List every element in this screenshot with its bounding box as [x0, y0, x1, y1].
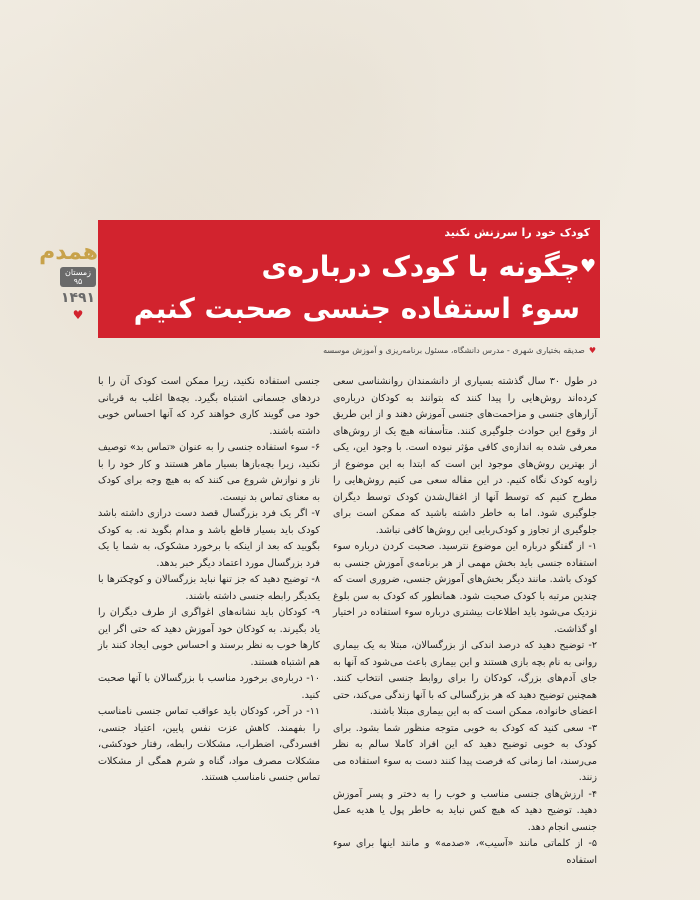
heart-icon: ♥	[580, 256, 597, 277]
issue-season: زمستان ۹۵	[60, 267, 96, 287]
author-byline-text: صدیقه بختیاری شهری - مدرس دانشگاه، مسئول برنامه‌ریزی و آموزش موسسه	[323, 346, 585, 355]
article-column-left	[98, 374, 320, 787]
article-column-right	[333, 374, 597, 869]
heart-icon: ♥	[72, 308, 84, 322]
article-title-line-2: سوء استفاده جنسی صحبت کنیم	[133, 292, 580, 325]
paragraph: ۱۱- در آخر، کودکان باید عواقب تماس جنسی نامناسب را بفهمند. کاهش عزت نفس پایین، اعتیاد جنسی، افسردگی، اضطراب، مشکلات رابطه، رفتار خودکشی، مشکلات مصرف مواد، گناه و شرم همگی از مشکلات تماس جنسی نامناسب هستند.	[98, 706, 320, 783]
paragraph: ۳- سعی کنید که کودک به خوبی متوجه منظور شما بشود. برای کودک به خوبی توضیح دهید که این افراد کاملا سالم به نظر می‌رسند، اما زمانی که فرصت پیدا کنند دست به سوء استفاده می زنند.	[333, 722, 597, 783]
paragraph: ۶- سوء استفاده جنسی را به عنوان «تماس بد» توصیف نکنید، زیرا بچه‌بازها بسیار ماهر هستند و کار خود را با ناز و نوازش شروع می کنند که به هیچ وجه برای کودک به معنای تماس بد نیست.	[98, 442, 320, 503]
author-byline	[96, 346, 596, 355]
paragraph: ۴- ارزش‌های جنسی مناسب و خوب را به دختر و پسر آموزش دهید. توضیح دهید که هیچ کس نباید به خاطر پول یا هدیه عمل جنسی انجام دهد.	[333, 788, 597, 833]
paragraph: ۱- از گفتگو درباره این موضوع نترسید. صحبت کردن درباره سوء استفاده جنسی باید بخش مهمی از هر برنامه‌ی آموزش جنسی به کودک باشد. مانند دیگر بخش‌های آموزش جنسی، ضروری است که چندین مرتبه با کودک صحبت شود. همانطور که کودک به سن بلوغ نزدیک می‌شود باید اطلاعات بیشتری درباره سوء استفاده در اختیار او گذاشت.	[333, 541, 597, 635]
paragraph: ۱۰- درباره‌ی برخورد مناسب با بزرگسالان با آنها صحبت کنید.	[98, 673, 320, 701]
article-kicker: کودک خود را سرزنش نکنید	[444, 226, 590, 239]
paragraph: ۷- اگر یک فرد بزرگسال قصد دست درازی داشته باشد کودک باید بسیار قاطع باشد و مدام بگوید نه. به کودک بگویید که بعد از اینکه با برخورد مشکوک، به شما یا یک فرد بزرگسال مورد اعتماد دیگر خبر بدهد.	[98, 508, 320, 569]
paragraph: ۹- کودکان باید نشانه‌های اغواگری از طرف دیگران را یاد بگیرند. به کودکان خود آموزش دهید که حتی اگر این کارها خوب به نظر برسند و احساس خوبی ایجاد کنند باز هم اشتباه هستند.	[98, 607, 320, 668]
magazine-mark	[39, 240, 98, 332]
magazine-logo: همدم	[39, 240, 98, 265]
paragraph: ۵- از کلماتی مانند «آسیب»، «صدمه» و مانند اینها برای سوء استفاده	[333, 838, 597, 866]
paragraph: جنسی استفاده نکنید، زیرا ممکن است کودک آن را با دردهای جسمانی اشتباه بگیرد. بچه‌ها اغلب به قربانی خود می گویند کاری خواهند کرد که آنها احساس خوبی داشته باشند.	[98, 376, 320, 437]
paragraph: ۸- توضیح دهید که جز تنها نباید بزرگسالان و کوچکترها با یکدیگر رابطه جنسی داشته باشند.	[98, 574, 320, 602]
paragraph: در طول ۳۰ سال گذشته بسیاری از دانشمندان روانشناسی سعی کرده‌اند روش‌هایی را پیدا کنند که بتوانند به کودکان درباره‌ی آزارهای جنسی و مزاحمت‌های جنسی آموزش دهند و از این طریق از وقوع این حوادث جلوگیری کنند. متأسفانه هیچ یک از روش‌های معرفی شده به اندازه‌ی کافی مؤثر نبوده است. با وجود این، یکی از بهترین روش‌های موجود این است که ابتدا به این موضوع از زاویه کودک نگاه کنیم. در این مقاله سعی می کنیم روش‌هایی را مطرح کنیم که توسط آنها از اغفال‌شدن کودک توسط دیگران جلوگیری شود. اما به خاطر داشته باشید که ممکن است برای جلوگیری از تجاوز و کودک‌ربایی این روش‌ها کافی نباشد.	[333, 376, 597, 536]
article-title-line-1: چگونه با کودک درباره‌ی	[261, 250, 580, 283]
issue-number: ۱۴۹۱	[60, 290, 96, 306]
heart-icon: ♥	[588, 346, 596, 355]
paragraph: ۲- توضیح دهید که درصد اندکی از بزرگسالان، مبتلا به یک بیماری روانی به نام بچه بازی هستند و این بیماری باعث می‌شود که آنها به جای آدم‌های بزرگ، کودکان را برای روابط جنسی انتخاب کنند. همچنین توضیح دهید که هر بزرگسالی که با آنها زندگی می‌کند، حتی اعضای خانواده، ممکن است که به این بیماری مبتلا باشند.	[333, 640, 597, 717]
